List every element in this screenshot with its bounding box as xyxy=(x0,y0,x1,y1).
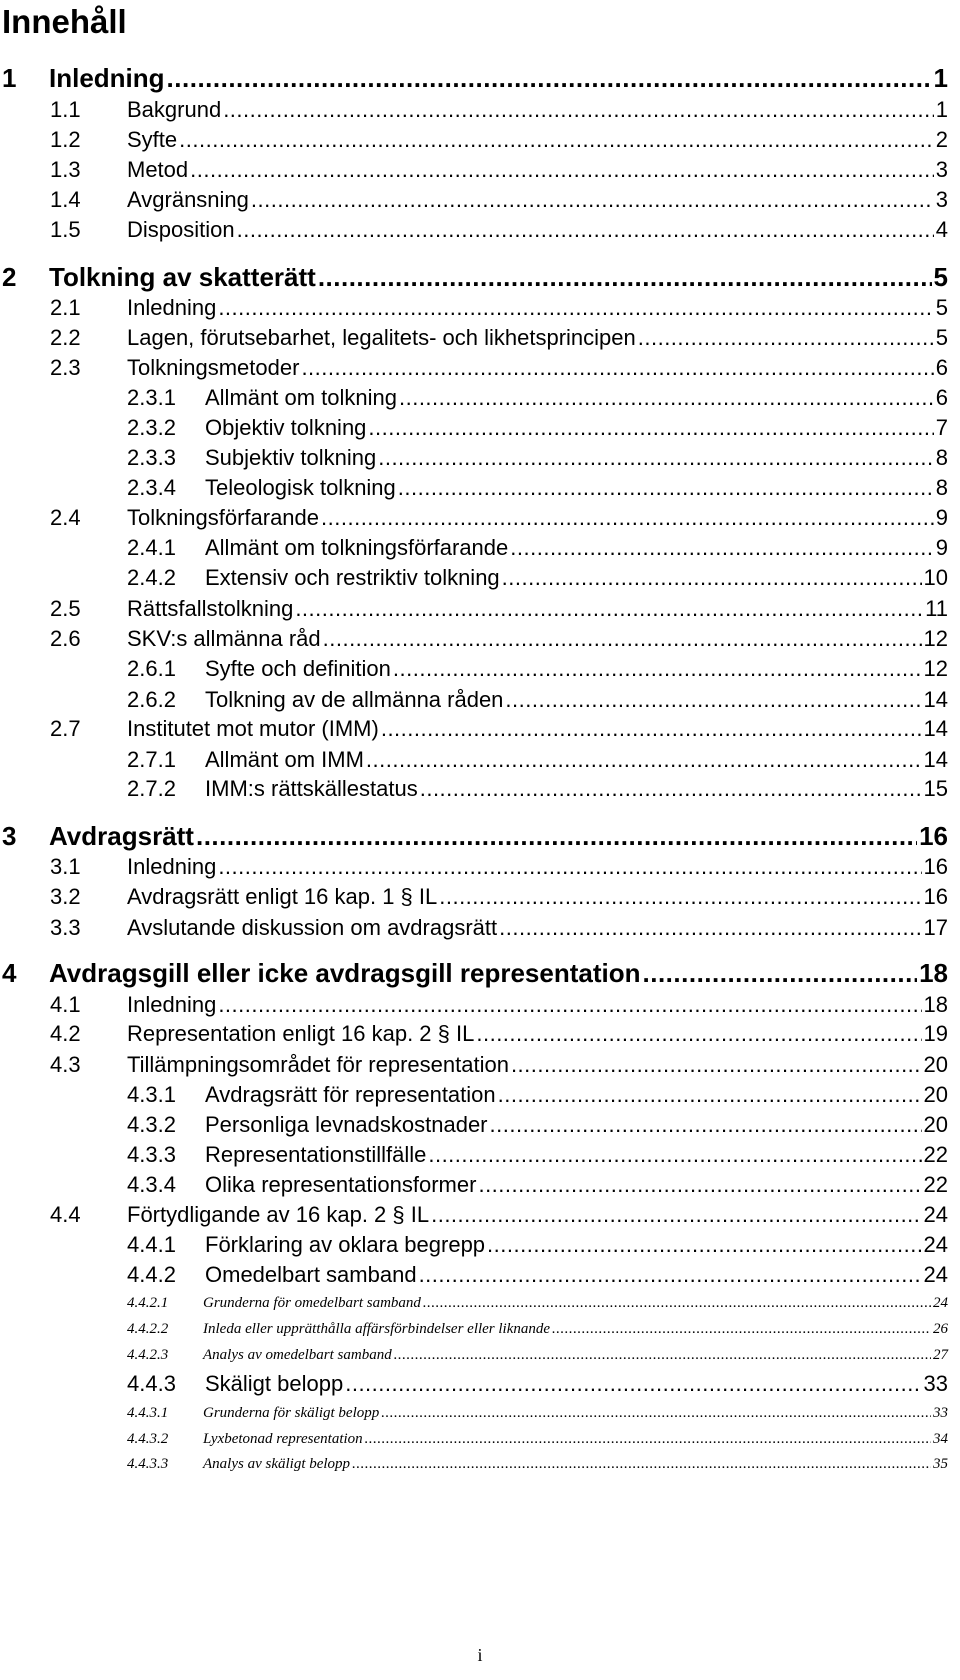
toc-entry-title: Representation enligt 16 kap. 2 § IL xyxy=(127,1021,475,1046)
toc-entry-number: 3.3 xyxy=(50,915,81,940)
toc-dot-leader xyxy=(218,992,921,1018)
toc-dot-leader xyxy=(365,1431,931,1448)
toc-entry-number: 4.3.4 xyxy=(127,1172,176,1197)
toc-entry-page: 15 xyxy=(923,776,948,801)
toc-entry[interactable] xyxy=(0,915,960,945)
toc-dot-leader xyxy=(398,475,934,501)
toc-entry-page: 10 xyxy=(923,565,948,590)
toc-entry-title: Analys av skäligt belopp xyxy=(203,1456,351,1472)
toc-dot-leader xyxy=(431,1202,921,1228)
toc-entry-title: Avgränsning xyxy=(127,187,249,212)
toc-dot-leader xyxy=(251,187,934,213)
toc-entry-number: 1.1 xyxy=(50,97,81,122)
toc-entry-title: Bakgrund xyxy=(127,97,222,122)
toc-entry-title: Metod xyxy=(127,157,189,182)
toc-dot-leader xyxy=(638,325,934,351)
toc-entry-number: 2.4 xyxy=(50,505,81,530)
toc-dot-leader xyxy=(511,1052,922,1078)
toc-entry[interactable] xyxy=(0,1082,960,1112)
toc-entry[interactable] xyxy=(0,1052,960,1082)
toc-entry-page: 5 xyxy=(933,262,948,292)
toc-dot-leader xyxy=(393,656,922,682)
toc-entry-page: 20 xyxy=(923,1052,948,1077)
toc-entry-number: 3.1 xyxy=(50,854,81,879)
toc-dot-leader xyxy=(321,505,934,531)
toc-entry-number: 4.2 xyxy=(50,1021,81,1046)
toc-entry-page: 18 xyxy=(919,958,948,988)
toc-dot-leader xyxy=(368,415,933,441)
toc-entry-title: Extensiv och restriktiv tolkning xyxy=(205,565,500,590)
toc-dot-leader xyxy=(301,355,933,381)
toc-entry-page: 34 xyxy=(933,1431,948,1447)
toc-entry-page: 6 xyxy=(935,355,948,380)
toc-entry[interactable] xyxy=(0,1112,960,1142)
toc-entry-title: Avdragsrätt xyxy=(49,821,194,851)
toc-dot-leader xyxy=(502,565,922,591)
toc-dot-leader xyxy=(237,217,934,243)
toc-entry-number: 4.3.1 xyxy=(127,1082,176,1107)
toc-entry-title: Tolkningsförfarande xyxy=(127,505,320,530)
toc-entry-page: 33 xyxy=(923,1371,948,1396)
toc-entry-title: Avdragsgill eller icke avdragsgill representation xyxy=(49,958,641,988)
toc-entry-title: Personliga levnadskostnader xyxy=(205,1112,488,1137)
toc-dot-leader xyxy=(643,958,918,989)
toc-entry-title: Förklaring av oklara begrepp xyxy=(205,1232,486,1257)
toc-entry[interactable] xyxy=(0,63,960,93)
toc-entry-page: 20 xyxy=(923,1112,948,1137)
toc-dot-leader xyxy=(490,1112,922,1138)
toc-entry-page: 1 xyxy=(933,63,948,93)
toc-entry-page: 8 xyxy=(935,475,948,500)
toc-entry-page: 12 xyxy=(923,656,948,681)
toc-entry-title: Avdragsrätt för representation xyxy=(205,1082,496,1107)
toc-entry-number: 4.4.2.2 xyxy=(127,1321,169,1337)
toc-entry[interactable] xyxy=(0,854,960,884)
toc-dot-leader xyxy=(552,1321,931,1338)
toc-entry-title: IMM:s rättskällestatus xyxy=(205,776,418,801)
footer-page-number: i xyxy=(477,1645,483,1665)
toc-entry-page: 24 xyxy=(923,1202,948,1227)
toc-entry-title: Analys av omedelbart samband xyxy=(203,1347,392,1363)
toc-entry-title: Objektiv tolkning xyxy=(205,415,367,440)
toc-entry[interactable] xyxy=(0,626,960,656)
toc-dot-leader xyxy=(318,262,932,293)
toc-entry-page: 14 xyxy=(923,687,948,712)
toc-entry[interactable] xyxy=(0,127,960,157)
toc-entry[interactable] xyxy=(0,187,960,217)
toc-dot-leader xyxy=(487,1232,921,1258)
toc-entry-page: 6 xyxy=(935,385,948,410)
toc-dot-leader xyxy=(167,63,932,94)
toc-entry-number: 4 xyxy=(2,958,17,988)
toc-dot-leader xyxy=(423,1295,931,1312)
toc-entry-number: 1.4 xyxy=(50,187,81,212)
toc-entry-number: 4.3 xyxy=(50,1052,81,1077)
toc-entry-title: Olika representationsformer xyxy=(205,1172,477,1197)
toc-entry-title: Teleologisk tolkning xyxy=(205,475,396,500)
toc-dot-leader xyxy=(478,1172,921,1198)
toc-entry-title: Omedelbart samband xyxy=(205,1262,417,1287)
toc-entry-page: 5 xyxy=(935,325,948,350)
toc-entry-number: 4.1 xyxy=(50,992,81,1017)
toc-entry[interactable] xyxy=(0,1456,960,1478)
toc-entry-page: 12 xyxy=(923,626,948,651)
toc-dot-leader xyxy=(399,385,934,411)
toc-dot-leader xyxy=(190,157,934,183)
toc-entry-page: 24 xyxy=(923,1232,948,1257)
toc-entry[interactable] xyxy=(0,1021,960,1051)
toc-dot-leader xyxy=(179,127,934,153)
toc-dot-leader xyxy=(439,884,921,910)
toc-entry-page: 11 xyxy=(925,596,948,621)
toc-dot-leader xyxy=(218,854,921,880)
toc-entry-page: 24 xyxy=(933,1295,948,1311)
toc-entry-page: 17 xyxy=(923,915,948,940)
toc-entry[interactable] xyxy=(0,992,960,1022)
toc-entry-title: Lyxbetonad representation xyxy=(203,1431,363,1447)
toc-entry-title: Rättsfallstolkning xyxy=(127,596,294,621)
toc-entry-number: 1.3 xyxy=(50,157,81,182)
toc-entry-page: 9 xyxy=(935,535,948,560)
toc-entry-page: 3 xyxy=(935,157,948,182)
toc-entry-page: 2 xyxy=(935,127,948,152)
toc-entry[interactable] xyxy=(0,1202,960,1232)
toc-entry-number: 2.4.2 xyxy=(127,565,176,590)
toc-entry-number: 4.4 xyxy=(50,1202,81,1227)
toc-entry-page: 16 xyxy=(923,884,948,909)
toc-entry[interactable] xyxy=(0,1232,960,1262)
toc-entry[interactable] xyxy=(0,217,960,247)
toc-dot-leader xyxy=(218,295,933,321)
toc-entry-number: 3 xyxy=(2,821,17,851)
toc-entry[interactable] xyxy=(0,1295,960,1317)
toc-dot-leader xyxy=(223,97,934,123)
toc-entry-number: 1 xyxy=(2,63,17,93)
toc-entry-page: 22 xyxy=(923,1142,948,1167)
toc-entry[interactable] xyxy=(0,157,960,187)
toc-entry-title: Förtydligande av 16 kap. 2 § IL xyxy=(127,1202,430,1227)
toc-entry-title: Institutet mot mutor (IMM) xyxy=(127,716,379,741)
toc-dot-leader xyxy=(381,1405,931,1422)
page-title: Innehåll xyxy=(2,3,127,40)
toc-entry[interactable] xyxy=(0,475,960,505)
toc-entry-page: 22 xyxy=(923,1172,948,1197)
toc-entry-page: 26 xyxy=(933,1321,948,1337)
toc-entry-title: Avslutande diskussion om avdragsrätt xyxy=(127,915,498,940)
toc-entry-number: 2.7.1 xyxy=(127,747,176,772)
toc-entry-number: 4.4.2.1 xyxy=(127,1295,169,1311)
toc-entry-number: 2.2 xyxy=(50,325,81,350)
toc-entry-number: 4.4.1 xyxy=(127,1232,176,1257)
toc-entry-title: Allmänt om tolkning xyxy=(205,385,397,410)
toc-entry-title: Allmänt om IMM xyxy=(205,747,364,772)
toc-entry[interactable] xyxy=(0,1262,960,1292)
toc-entry[interactable] xyxy=(0,716,960,746)
toc-entry[interactable] xyxy=(0,776,960,806)
toc-entry-page: 4 xyxy=(935,217,948,242)
toc-entry[interactable] xyxy=(0,958,960,988)
toc-entry-page: 3 xyxy=(935,187,948,212)
toc-dot-leader xyxy=(419,1262,922,1288)
toc-entry[interactable] xyxy=(0,1172,960,1202)
toc-entry-number: 4.4.3.1 xyxy=(127,1405,169,1421)
toc-entry-number: 2.6.2 xyxy=(127,687,176,712)
toc-entry-number: 1.5 xyxy=(50,217,81,242)
toc-entry-number: 4.4.3.2 xyxy=(127,1431,169,1447)
toc-entry[interactable] xyxy=(0,325,960,355)
toc-dot-leader xyxy=(428,1142,921,1168)
toc-entry[interactable] xyxy=(0,1347,960,1369)
toc-dot-leader xyxy=(499,915,921,941)
toc-entry-number: 2.7 xyxy=(50,716,81,741)
toc-entry-number: 2.7.2 xyxy=(127,776,176,801)
toc-entry[interactable] xyxy=(0,1405,960,1427)
toc-entry-number: 2.6 xyxy=(50,626,81,651)
toc-entry-page: 18 xyxy=(923,992,948,1017)
toc-entry-number: 2.3.4 xyxy=(127,475,176,500)
toc-entry[interactable] xyxy=(0,687,960,717)
toc-entry-number: 2.3.3 xyxy=(127,445,176,470)
toc-entry-number: 2.1 xyxy=(50,295,81,320)
toc-entry-title: Tillämpningsområdet för representation xyxy=(127,1052,509,1077)
toc-entry-number: 1.2 xyxy=(50,127,81,152)
toc-entry-title: Representationstillfälle xyxy=(205,1142,427,1167)
toc-entry-page: 16 xyxy=(919,821,948,851)
toc-entry-number: 4.4.3.3 xyxy=(127,1456,169,1472)
toc-dot-leader xyxy=(366,747,922,773)
toc-entry-title: Tolkning av skatterätt xyxy=(49,262,316,292)
toc-dot-leader xyxy=(295,596,923,622)
toc-entry-number: 4.4.2.3 xyxy=(127,1347,169,1363)
toc-entry-title: Inledning xyxy=(127,992,217,1017)
toc-entry-number: 2 xyxy=(2,262,17,292)
toc-entry[interactable] xyxy=(0,565,960,595)
toc-entry[interactable] xyxy=(0,1431,960,1453)
toc-entry[interactable] xyxy=(0,535,960,565)
toc-entry-page: 5 xyxy=(935,295,948,320)
toc-entry-title: Avdragsrätt enligt 16 kap. 1 § IL xyxy=(127,884,438,909)
toc-entry[interactable] xyxy=(0,505,960,535)
toc-entry-number: 4.4.3 xyxy=(127,1371,176,1396)
toc-entry-page: 8 xyxy=(935,445,948,470)
toc-entry-title: Inleda eller upprätthålla affärsförbindelser eller liknande xyxy=(203,1321,551,1337)
toc-entry[interactable] xyxy=(0,821,960,851)
toc-entry-page: 24 xyxy=(923,1262,948,1287)
toc-entry-number: 2.6.1 xyxy=(127,656,176,681)
toc-dot-leader xyxy=(323,626,922,652)
toc-entry-page: 9 xyxy=(935,505,948,530)
toc-entry-number: 3.2 xyxy=(50,884,81,909)
toc-entry-number: 4.3.2 xyxy=(127,1112,176,1137)
toc-dot-leader xyxy=(476,1021,921,1047)
toc-entry[interactable] xyxy=(0,415,960,445)
toc-entry-title: Lagen, förutsebarhet, legalitets- och likhetsprincipen xyxy=(127,325,636,350)
toc-entry[interactable] xyxy=(0,884,960,914)
toc-entry-number: 4.4.2 xyxy=(127,1262,176,1287)
toc-entry-number: 4.3.3 xyxy=(127,1142,176,1167)
toc-entry-page: 19 xyxy=(923,1021,948,1046)
toc-dot-leader xyxy=(420,776,922,802)
toc-dot-leader xyxy=(381,716,922,742)
toc-entry-page: 20 xyxy=(923,1082,948,1107)
toc-dot-leader xyxy=(378,445,934,471)
toc-dot-leader xyxy=(394,1347,931,1364)
toc-entry-page: 16 xyxy=(923,854,948,879)
toc-entry[interactable] xyxy=(0,97,960,127)
toc-dot-leader xyxy=(196,821,917,852)
toc-entry[interactable] xyxy=(0,1142,960,1172)
toc-entry-page: 7 xyxy=(935,415,948,440)
toc-entry-page: 1 xyxy=(935,97,948,122)
toc-entry-title: Tolkningsmetoder xyxy=(127,355,300,380)
toc-entry-number: 2.3.1 xyxy=(127,385,176,410)
toc-entry[interactable] xyxy=(0,262,960,292)
toc-entry-page: 14 xyxy=(923,747,948,772)
toc-entry[interactable] xyxy=(0,1321,960,1343)
toc-entry-title: Syfte och definition xyxy=(205,656,391,681)
toc-entry-page: 35 xyxy=(933,1456,948,1472)
toc-entry[interactable] xyxy=(0,747,960,777)
toc-entry-title: Tolkning av de allmänna råden xyxy=(205,687,504,712)
toc-entry-title: Grunderna för skäligt belopp xyxy=(203,1405,380,1421)
toc-entry[interactable] xyxy=(0,1371,960,1401)
toc-entry-title: Inledning xyxy=(127,295,217,320)
toc-entry-title: Skäligt belopp xyxy=(205,1371,344,1396)
toc-entry-number: 2.5 xyxy=(50,596,81,621)
toc-entry-title: Grunderna för omedelbart samband xyxy=(203,1295,421,1311)
toc-entry[interactable] xyxy=(0,385,960,415)
toc-entry-title: Inledning xyxy=(127,854,217,879)
toc-entry-title: SKV:s allmänna råd xyxy=(127,626,321,651)
toc-entry-title: Inledning xyxy=(49,63,165,93)
toc-entry[interactable] xyxy=(0,355,960,385)
toc-dot-leader xyxy=(352,1456,931,1473)
toc-entry-title: Syfte xyxy=(127,127,178,152)
toc-entry[interactable] xyxy=(0,445,960,475)
toc-entry-title: Disposition xyxy=(127,217,235,242)
toc-dot-leader xyxy=(345,1371,921,1397)
toc-entry-page: 33 xyxy=(933,1405,948,1421)
toc-entry[interactable] xyxy=(0,295,960,325)
toc-entry-number: 2.3.2 xyxy=(127,415,176,440)
toc-entry-page: 14 xyxy=(923,716,948,741)
toc-entry[interactable] xyxy=(0,656,960,686)
toc-entry[interactable] xyxy=(0,596,960,626)
toc-dot-leader xyxy=(505,687,921,713)
toc-dot-leader xyxy=(498,1082,922,1108)
toc-entry-page: 27 xyxy=(933,1347,948,1363)
toc-entry-title: Allmänt om tolkningsförfarande xyxy=(205,535,509,560)
toc-dot-leader xyxy=(510,535,933,561)
toc-entry-number: 2.4.1 xyxy=(127,535,176,560)
toc-entry-title: Subjektiv tolkning xyxy=(205,445,377,470)
toc-entry-number: 2.3 xyxy=(50,355,81,380)
